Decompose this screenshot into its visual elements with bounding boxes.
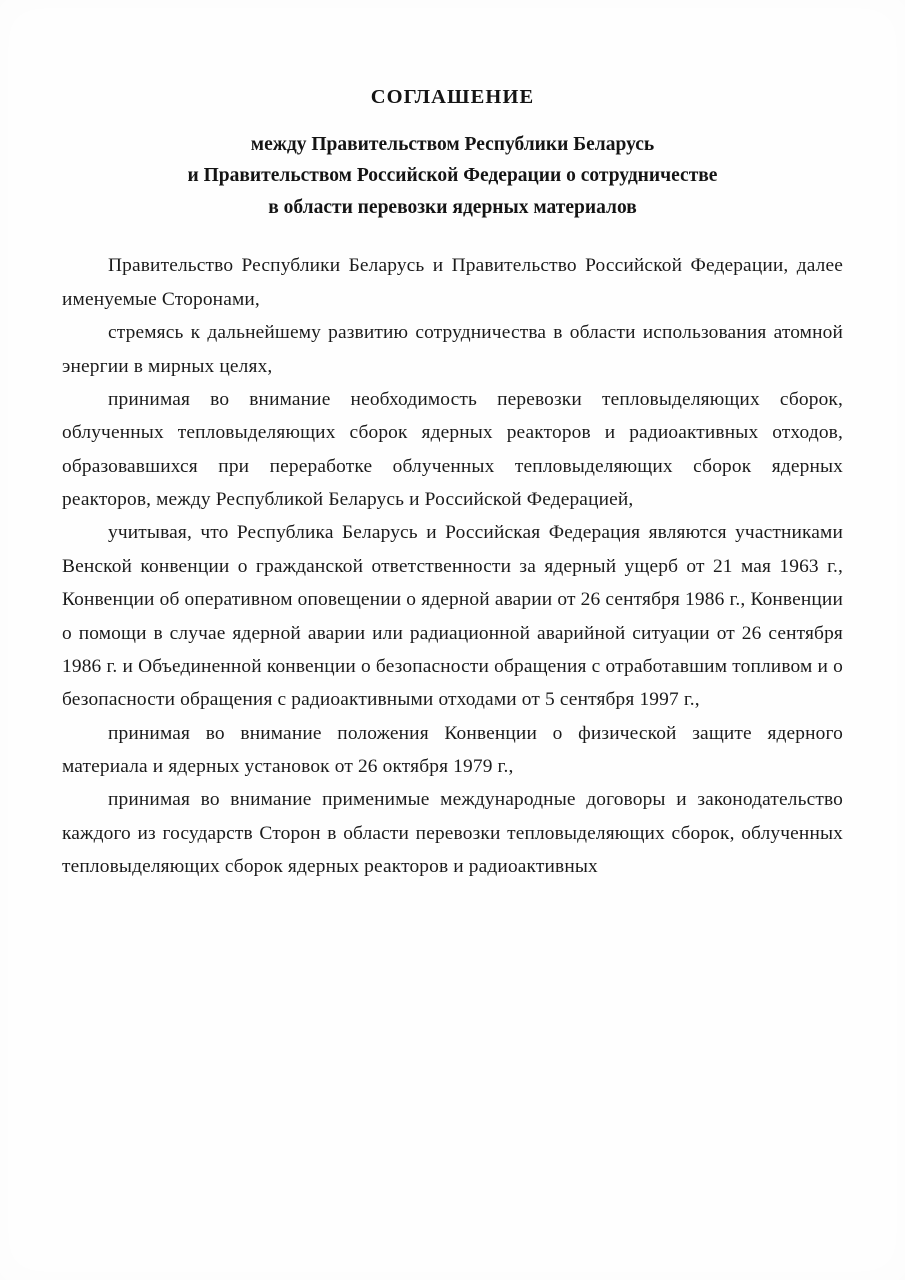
document-subtitle-line-3: в области перевозки ядерных материалов [268,196,637,218]
document-body [62,249,843,883]
paragraph: принимая во внимание положения Конвенции о физической защите ядерного материала и ядерных установок от 26 октября 1979 г., [62,722,843,778]
paragraph: стремясь к дальнейшему развитию сотрудничества в области использования атомной энергии в мирных целях, [62,322,843,377]
page-title: СОГЛАШЕНИЕ [370,86,535,108]
document-subtitle-line-2: и Правительством Российской Федерации о сотрудничестве [187,165,718,187]
document-title-block [62,82,843,223]
paragraph: принимая во внимание необходимость перевозки тепловыделяющих сборок, облученных тепловыделяющих сборок ядерных реакторов и радиоактивных отходов, образовавшихся при переработке облученных тепловыделяющих сборок ядерных реакторов, между Республикой Беларусь и Российской Федерацией, [62,388,843,511]
paragraph: учитывая, что Республика Беларусь и Российская Федерация являются участниками Венской конвенции о гражданской ответственности за ядерный ущерб от 21 мая 1963 г., Конвенции об оперативном оповещении о ядерной аварии от 26 сентября 1986 г., Конвенции о помощи в случае ядерной аварии или радиационной аварийной ситуации от 26 сентября 1986 г. и Объединенной конвенции о безопасности обращения с отработавшим топливом и о безопасности обращения с радиоактивными отходами от 5 сентября 1997 г., [62,522,843,711]
document-subtitle-line-1: между Правительством Республики Беларусь [250,133,655,155]
paragraph: принимая во внимание применимые международные договоры и законодательство каждого из государств Сторон в области перевозки тепловыделяющих сборок, облученных тепловыделяющих сборок ядерных реакторов и радиоактивных [62,789,843,878]
paragraph: Правительство Республики Беларусь и Правительство Российской Федерации, далее именуемые Сторонами, [62,255,843,310]
